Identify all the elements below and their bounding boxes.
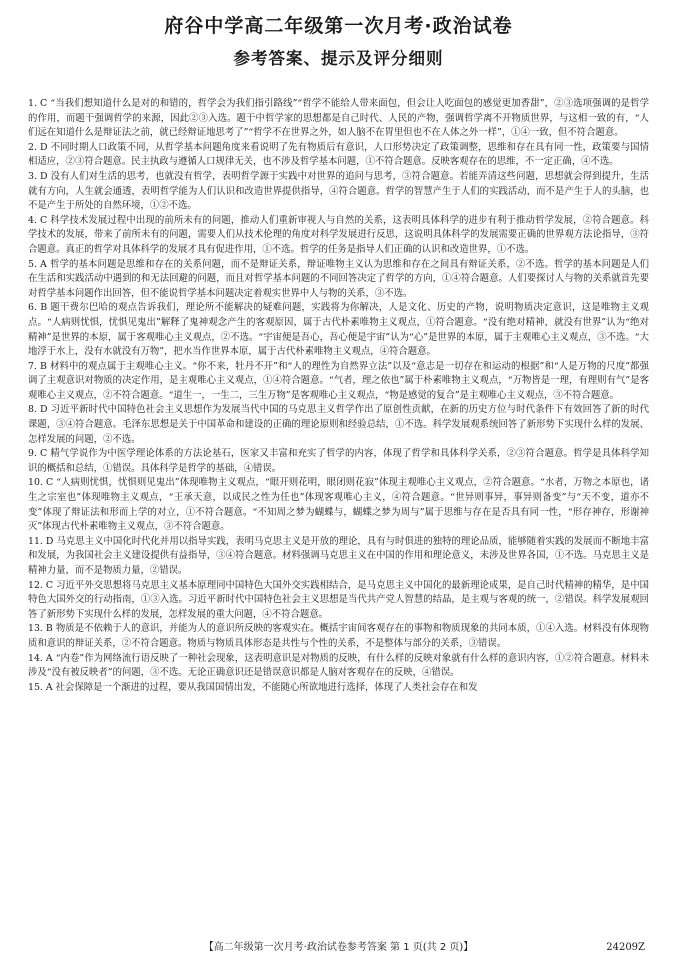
answer-item-1: 1. C “当我们想知道什么是对的和错的，哲学会为我们指引路线”“哲学不能给人带来面包，但会让人吃面包的感觉更加香甜”，②③选项强调的是哲学的作用，而题干强调哲学的来源，因此②③入选。题干中哲学家的思想都是自己时代、人民的产物，强调哲学离不开物质世界，与这相一致的有，“人们远在知道什么是辩证法之前，就已经辩证地思考了”“哲学不在世界之外，如人脑不在胃里但也不在人体之外一样”，①④一致，但不符合题意。 [28, 98, 649, 139]
answer-item-15: 15. A 社会保障是一个渐进的过程，要从我国国情出发，不能随心所欲地进行选择，体现了人类社会存在和发 [28, 681, 478, 693]
answer-item-10: 10. C “人病则忧惧，忧惧则见鬼出”体现唯物主义观点，“眼开则花明，眼闭则花寂”体现主观唯心主义观点，②符合题意。“水者，万物之本原也，诸生之宗室也”体现唯物主义观点，“王承天意，以成民之性为任也”体现客观唯心主义，④符合题意。“世异则事异，事异则备变”与“天不变，道亦不变”体现了辩证法和形而上学的对立，①不符合题意。“不知周之梦为蝴蝶与，蝴蝶之梦为周与”属于思维与存在是否具有同一性，“形存神存，形谢神灭”体现古代朴素唯物主义观点，③不符合题意。 [28, 477, 649, 533]
page-footer [0, 940, 677, 956]
answer-item-13: 13. B 物质是不依赖于人的意识，并能为人的意识所反映的客观实在。概括宇宙间客观存在的事物和物质现象的共同本质，①④入选。材料没有体现物质和意识的辩证关系，②不符合题意。物质与物质具体形态是共性与个性的关系，不是整体与部分的关系，③错误。 [28, 623, 649, 649]
answer-item-7: 7. B 材料中的观点属于主观唯心主义。“你不来，牡丹不开”和“人的理性为自然界立法”以及“意志是一切存在和运动的根据”和“人是万物的尺度”都强调了主观意识对物质的决定作用，是主观唯心主义观点，①④符合题意。“气者，理之依也”属于朴素唯物主义观点，“万物皆是一理，有理则有气”是客观唯心主义观点，②不符合题意。“道生一，一生二，三生万物”是客观唯心主义观点，“物是感觉的复合”是主观唯心主义观点，③不符合题意。 [28, 360, 649, 401]
answer-item-6: 6. B 题干费尔巴哈的观点告诉我们，理论所不能解决的疑难问题，实践将为你解决，人是文化、历史的产物，说明物质决定意识，这是唯物主义观点。“人病则忧惧，忧惧见鬼出”解释了鬼神观念产生的客观原因，属于古代朴素唯物主义观点，①符合题意。“没有绝对精神，就没有世界”认为“绝对精神”是世界的本原，属于客观唯心主义观点，②不选。“宇宙便是吾心，吾心便是宇宙”认为“心”是世界的本原，属于主观唯心主义观点，③不选。“大地浮于水上，没有水就没有万物”，把水当作世界本原，属于古代朴素唯物主义观点，④符合题意。 [28, 302, 649, 358]
answer-item-4: 4. C 科学技术发展过程中出现的前所未有的问题，推动人们重新审视人与自然的关系，这表明具体科学的进步有利于推动哲学发展，②符合题意。科学技术的发展，带来了前所未有的问题，需要人们从技术伦理的角度对科学发展进行反思，这说明具体科学的发展需要正确的世界观方法论指导，③符合题意。真正的哲学对具体科学的发展才具有促进作用，①不选。哲学的任务是指导人们正确的认识和改造世界，①不选。 [28, 214, 649, 255]
page-title: 府谷中学高二年级第一次月考·政治试卷 [164, 15, 513, 37]
footer-label: 【高二年级第一次月考·政治试卷参考答案 第 1 页(共 2 页)】 [203, 942, 474, 953]
page-subtitle: 参考答案、提示及评分细则 [233, 49, 444, 68]
answer-item-2: 2. D 不同时期人口政策不同，从哲学基本问题角度来看说明了先有物质后有意识，人口形势决定了政策调整，思维和存在具有同一性，政策要与国情相适应，②③符合题意。民主执政与遵循人口规律无关，也不涉及哲学基本问题，①不符合题意。反映客观存在的思维，不一定正确，④不选。 [28, 141, 649, 168]
answer-item-3: 3. D 没有人们对生活的思考，也就没有哲学，表明哲学源于实践中对世界的追问与思考，③符合题意。若能弄清这些问题，思想就会得到提升，生活就有方向，人生就会通透，表明哲学能为人们认识和改造世界提供指导，④符合题意。哲学的智慧产生于人们的实践活动，而不是产生于人的头脑，也不是产生于所处的自然环境，①②不选。 [28, 170, 649, 212]
answer-item-12: 12. C 习近平外交思想将马克思主义基本原理同中国特色大国外交实践相结合，是马克思主义中国化的最新理论成果，是自己时代精神的精华，是中国特色大国外交的行动指南，①③入选。习近平新时代中国特色社会主义思想是当代共产党人智慧的结晶，是主观与客观的统一，②错误。科学发展观回答了新形势下实现什么样的发展，怎样发展的重大问题，④不符合题意。 [28, 579, 649, 620]
answer-item-8: 8. D 习近平新时代中国特色社会主义思想作为发展当代中国的马克思主义哲学作出了原创性贡献，在新的历史方位与时代条件下有效回答了新的时代课题，③④符合题意。毛泽东思想是关于中国革命和建设的正确的理论原则和经验总结，①不选。科学发展观系统回答了新形势下实现什么样的发展、怎样发展的问题，②不选。 [28, 404, 649, 445]
answer-item-14: 14. A “内卷”作为网络流行语反映了一种社会现象，这表明意识是对物质的反映，有什么样的反映对象就有什么样的意识内容，①②符合题意。材料未涉及“没有被反映者”的问题，③不选。无论正确意识还是错误意识都是人脑对客观存在的反映，④错误。 [28, 652, 649, 679]
answer-item-5: 5. A 哲学的基本问题是思维和存在的关系问题，而不是辩证关系，辩证唯物主义认为思维和存在之间具有辩证关系，②不选。哲学的基本问题是人们在生活和实践活动中遇到的和无法回避的问题，而且对哲学基本问题的不同回答决定了哲学的方向，①④符合题意。人们要探讨人与物的关系就首先要对哲学基本问题作出回答，但不能说哲学基本问题决定着观实世界中人与物的关系，③不选。 [28, 258, 649, 299]
footer-code: 24209Z [606, 942, 645, 953]
answer-item-9: 9. C 精气学说作为中医学理论体系的方法论基石，医家又丰富和充实了哲学的内容，体现了哲学和具体科学关系，②③符合题意。哲学是具体科学知识的概括和总结，①错误。具体科学是哲学的基础，④错误。 [28, 448, 649, 474]
answer-item-11: 11. D 马克思主义中国化时代化并用以指导实践，表明马克思主义是开放的理论，具有与时俱进的独特的理论品质，能够随着实践的发展而不断地丰富和发展，为我国社会主义建设提供有益指导，③④符合题意。材料强调马克思主义在中国的作用和理论意义，未涉及世界各国，①不选。马克思主义是精神力量，而不是物质力量，②错误。 [28, 535, 649, 576]
answer-list [28, 97, 649, 695]
